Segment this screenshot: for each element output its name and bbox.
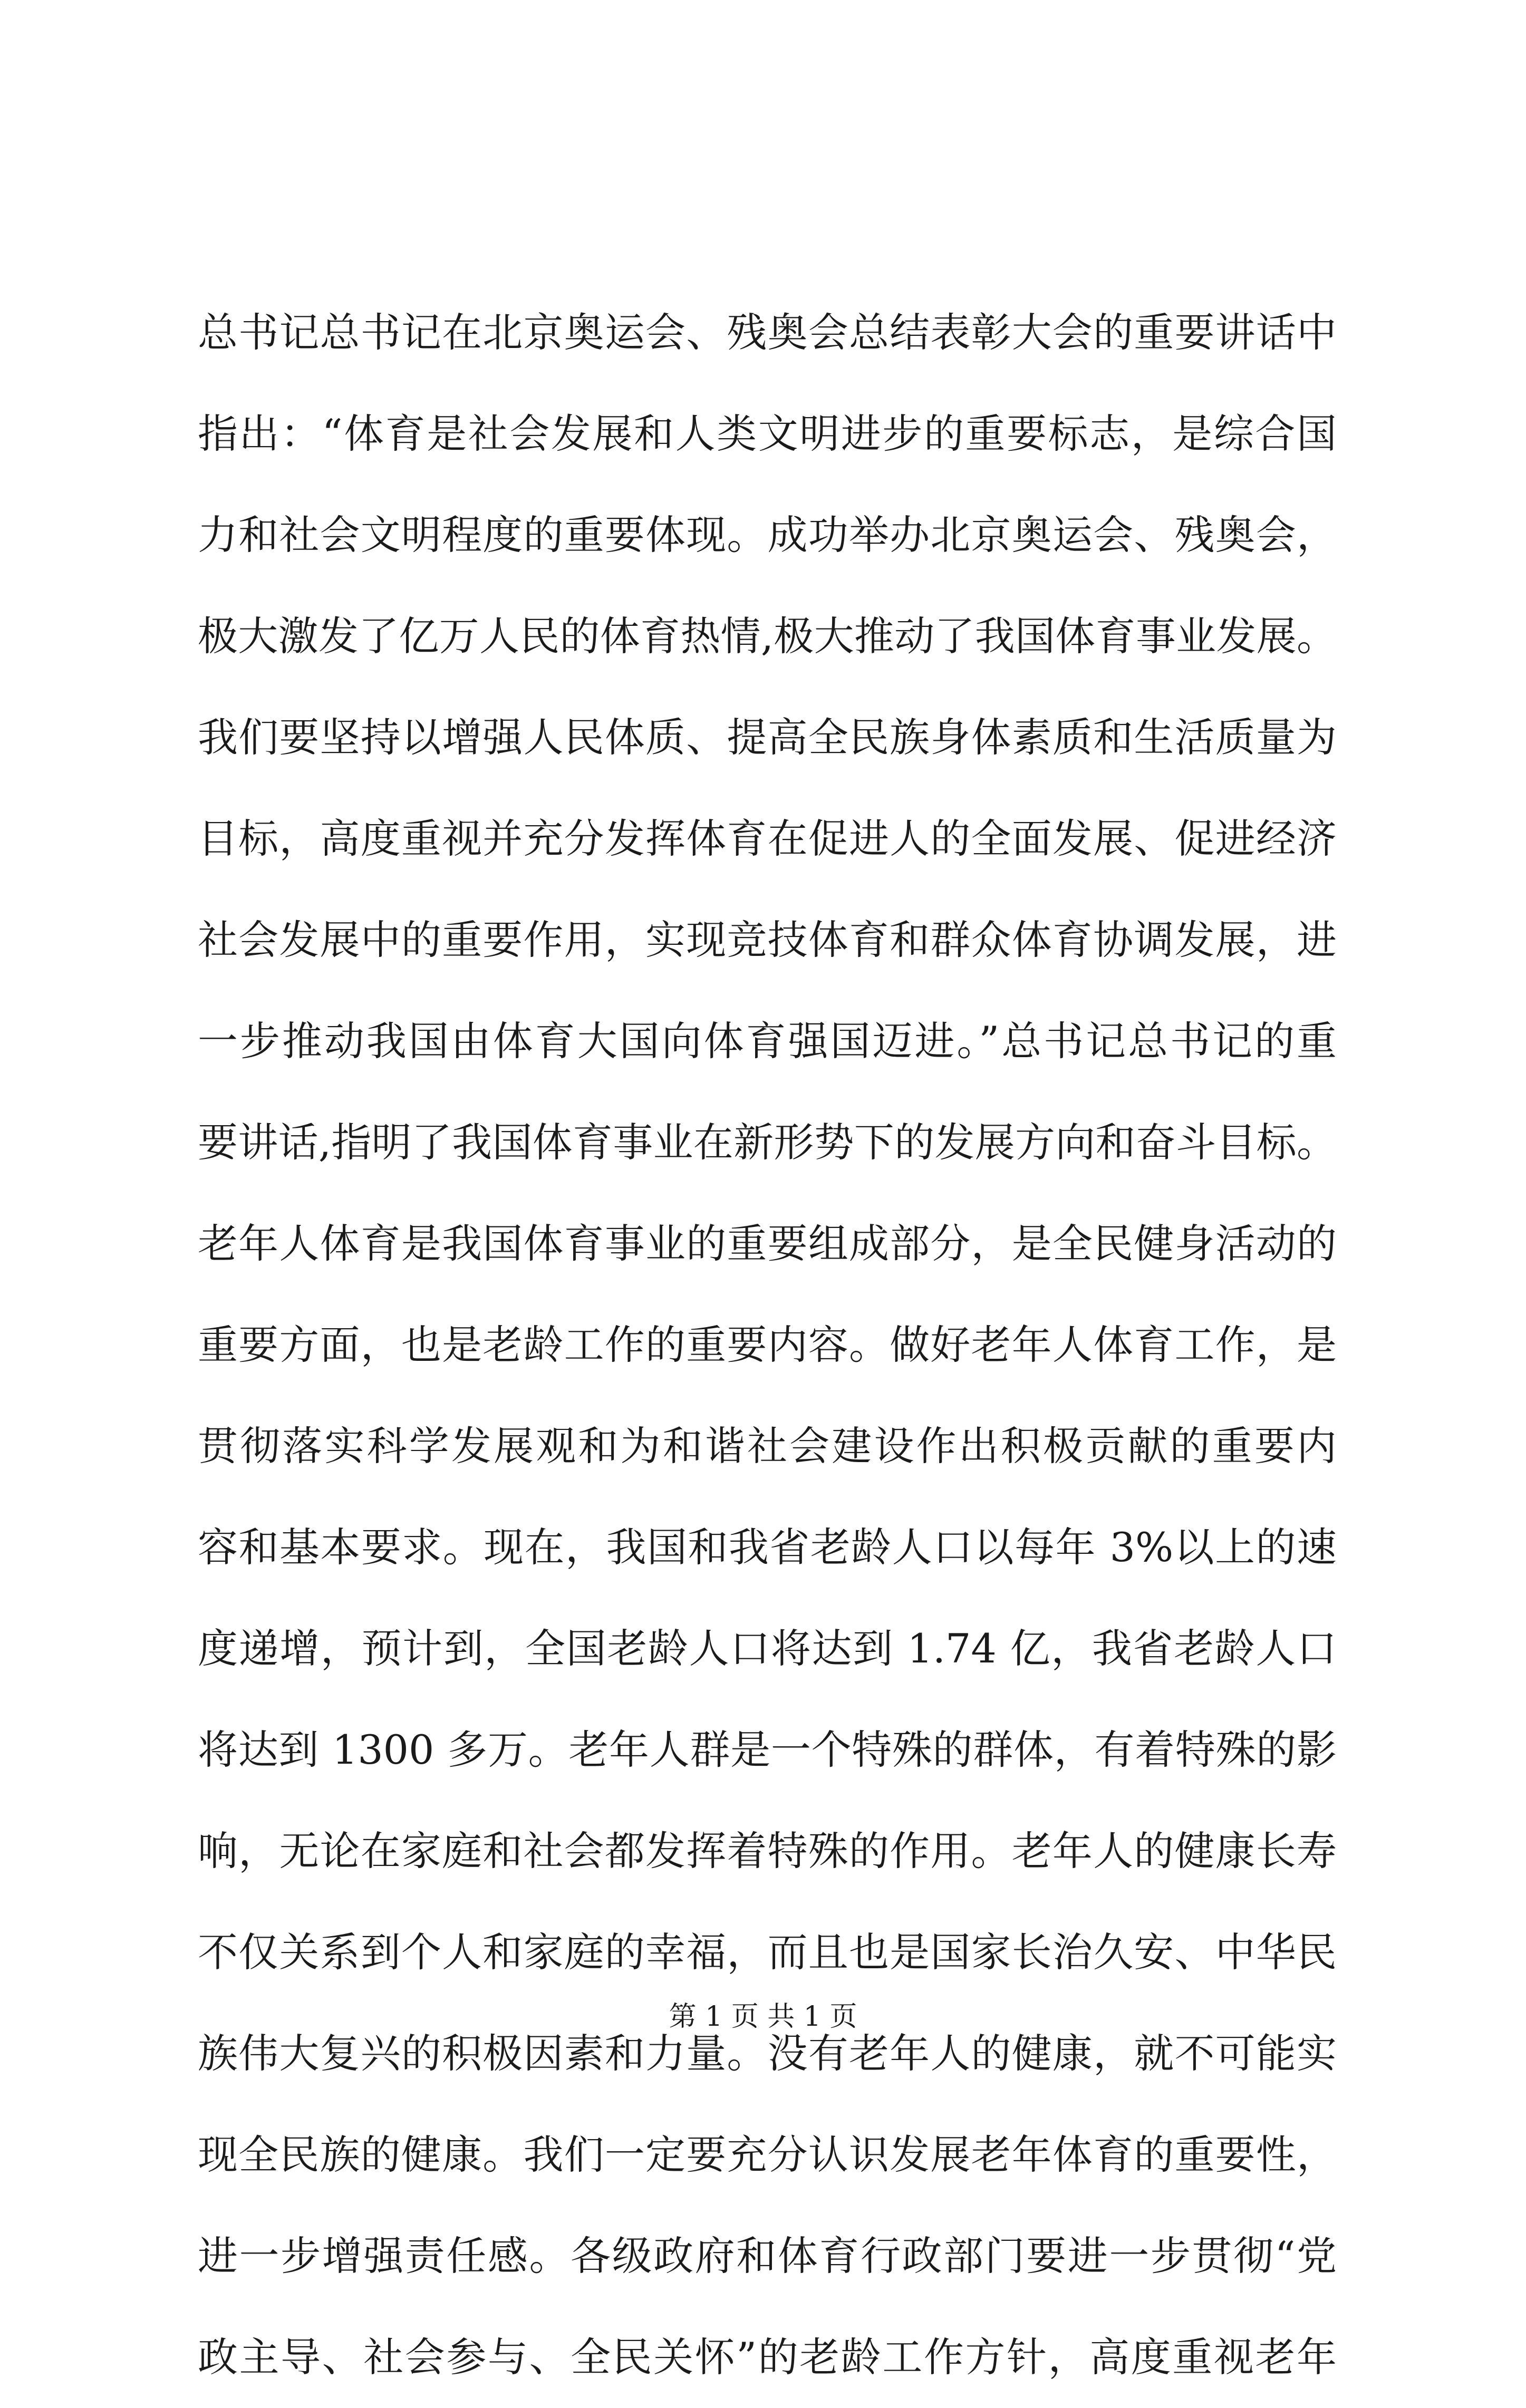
text-line: 族伟大复兴的积极因素和力量。没有老年人的健康，就不可能实 <box>198 2030 1337 2077</box>
text-line: 社会发展中的重要作用，实现竞技体育和群众体育协调发展，进 <box>198 916 1337 963</box>
text-line: 政主导、社会参与、全民关怀”的老龄工作方针，高度重视老年 <box>198 2334 1337 2381</box>
text-line: 贯彻落实科学发展观和为和谐社会建设作出积极贡献的重要内 <box>198 1423 1337 1469</box>
text-line: 不仅关系到个人和家庭的幸福，而且也是国家长治久安、中华民 <box>198 1929 1337 1976</box>
text-line: 进一步增强责任感。各级政府和体育行政部门要进一步贯彻“党 <box>198 2232 1337 2279</box>
text-line: 指出：“体育是社会发展和人类文明进步的重要标志，是综合国 <box>198 410 1337 457</box>
text-line: 容和基本要求。现在，我国和我省老龄人口以每年 3%以上的速 <box>198 1524 1337 1571</box>
text-line: 重要方面，也是老龄工作的重要内容。做好老年人体育工作，是 <box>198 1321 1337 1368</box>
text-line: 响，无论在家庭和社会都发挥着特殊的作用。老年人的健康长寿 <box>198 1827 1337 1874</box>
text-line: 度递增，预计到，全国老龄人口将达到 1.74 亿，我省老龄人口 <box>198 1625 1337 1672</box>
page-footer <box>0 1998 1526 2035</box>
text-line: 将达到 1300 多万。老年人群是一个特殊的群体，有着特殊的影 <box>198 1726 1337 1773</box>
text-line: 总书记总书记在北京奥运会、残奥会总结表彰大会的重要讲话中 <box>198 309 1337 356</box>
text-line: 力和社会文明程度的重要体现。成功举办北京奥运会、残奥会， <box>198 511 1337 558</box>
text-line: 极大激发了亿万人民的体育热情,极大推动了我国体育事业发展。 <box>198 613 1337 660</box>
text-line: 要讲话,指明了我国体育事业在新形势下的发展方向和奋斗目标。 <box>198 1119 1337 1166</box>
page-number-label: 第 1 页 共 1 页 <box>669 2001 857 2033</box>
text-line: 一步推动我国由体育大国向体育强国迈进。”总书记总书记的重 <box>198 1018 1337 1065</box>
text-line: 老年人体育是我国体育事业的重要组成部分，是全民健身活动的 <box>198 1220 1337 1267</box>
text-line: 目标，高度重视并充分发挥体育在促进人的全面发展、促进经济 <box>198 815 1337 862</box>
text-line: 我们要坚持以增强人民体质、提高全民族身体素质和生活质量为 <box>198 714 1337 761</box>
text-line: 现全民族的健康。我们一定要充分认识发展老年体育的重要性， <box>198 2131 1337 2178</box>
body-text <box>198 282 1337 2408</box>
